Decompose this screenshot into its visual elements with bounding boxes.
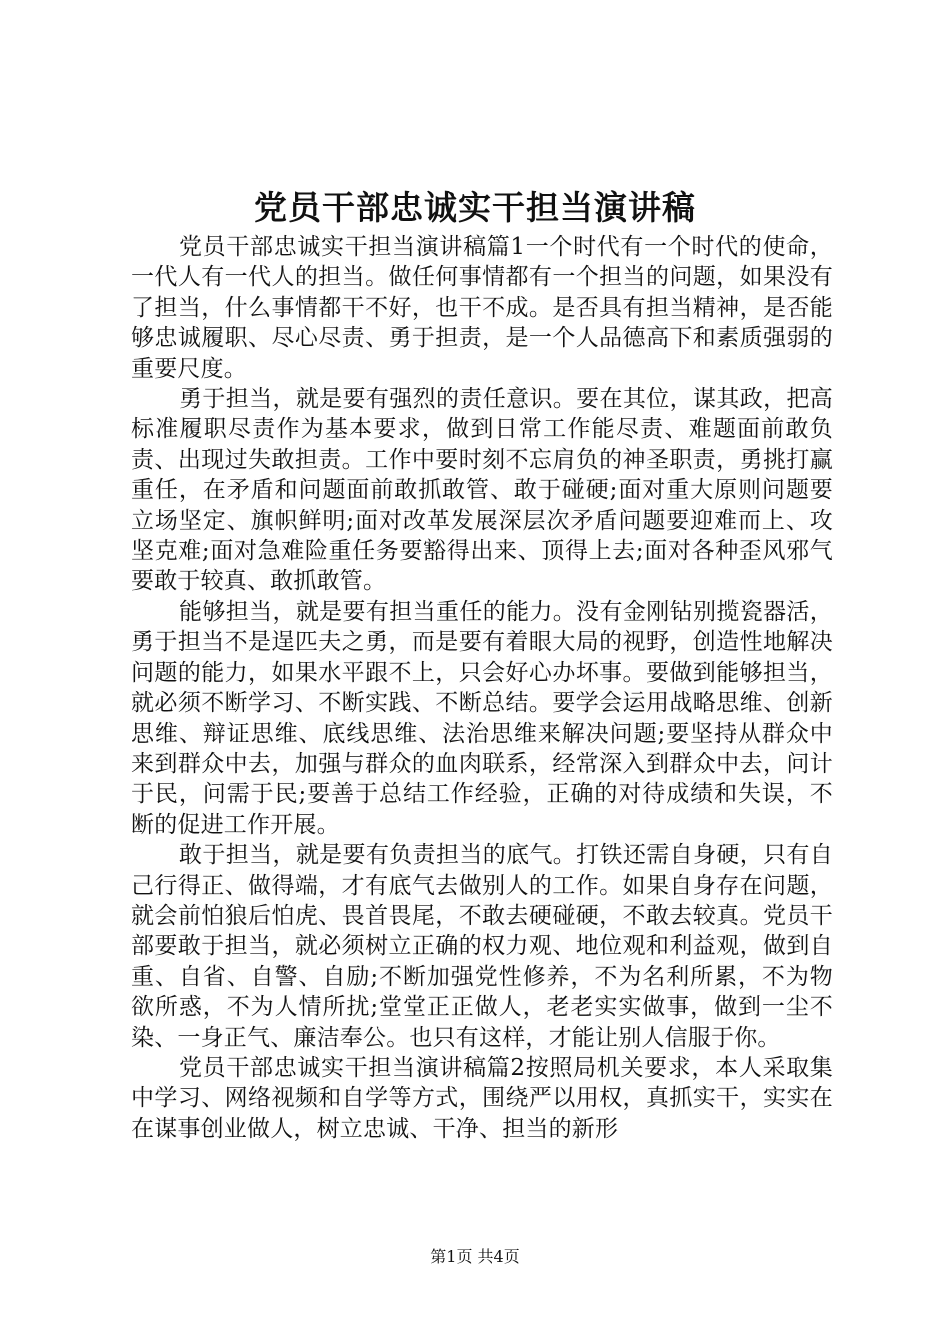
document-title: 党员干部忠诚实干担当演讲稿	[254, 188, 696, 227]
page-footer: 第1页 共4页	[430, 1247, 520, 1266]
paragraph: 党员干部忠诚实干担当演讲稿篇2按照局机关要求，本人采取集中学习、网络视频和自学等方式，围绕严以用权，真抓实干，实实在在谋事创业做人，树立忠诚、干净、担当的新形	[131, 1054, 833, 1142]
paragraph: 能够担当，就是要有担当重任的能力。没有金刚钻别揽瓷器活，勇于担当不是逞匹夫之勇，而是要有着眼大局的视野，创造性地解决问题的能力，如果水平跟不上，只会好心办坏事。要做到能够担当，就必须不断学习、不断实践、不断总结。要学会运用战略思维、创新思维、辩证思维、底线思维、法治思维来解决问题;要坚持从群众中来到群众中去，加强与群众的血肉联系，经常深入到群众中去，问计于民，问需于民;要善于总结工作经验，正确的对待成绩和失误，不断的促进工作开展。	[131, 598, 833, 838]
paragraph: 党员干部忠诚实干担当演讲稿篇1一个时代有一个时代的使命，一代人有一代人的担当。做任何事情都有一个担当的问题，如果没有了担当，什么事情都干不好，也干不成。是否具有担当精神，是否能够忠诚履职、尽心尽责、勇于担责，是一个人品德高下和素质强弱的重要尺度。	[131, 234, 833, 382]
paragraph: 敢于担当，就是要有负责担当的底气。打铁还需自身硬，只有自己行得正、做得端，才有底气去做别人的工作。如果自身存在问题，就会前怕狼后怕虎、畏首畏尾，不敢去硬碰硬，不敢去较真。党员干部要敢于担当，就必须树立正确的权力观、地位观和利益观，做到自重、自省、自警、自励;不断加强党性修养，不为名利所累，不为物欲所惑，不为人情所扰;堂堂正正做人，老老实实做事，做到一尘不染、一身正气、廉洁奉公。也只有这样，才能让别人信服于你。	[131, 842, 833, 1051]
document-body	[131, 232, 833, 1144]
paragraph: 勇于担当，就是要有强烈的责任意识。要在其位，谋其政，把高标准履职尽责作为基本要求，做到日常工作能尽责、难题面前敢负责、出现过失敢担责。工作中要时刻不忘肩负的神圣职责，勇挑打赢重任，在矛盾和问题面前敢抓敢管、敢于碰硬;面对重大原则问题要立场坚定、旗帜鲜明;面对改革发展深层次矛盾问题要迎难而上、攻坚克难;面对急难险重任务要豁得出来、顶得上去;面对各种歪风邪气要敢于较真、敢抓敢管。	[131, 386, 833, 595]
